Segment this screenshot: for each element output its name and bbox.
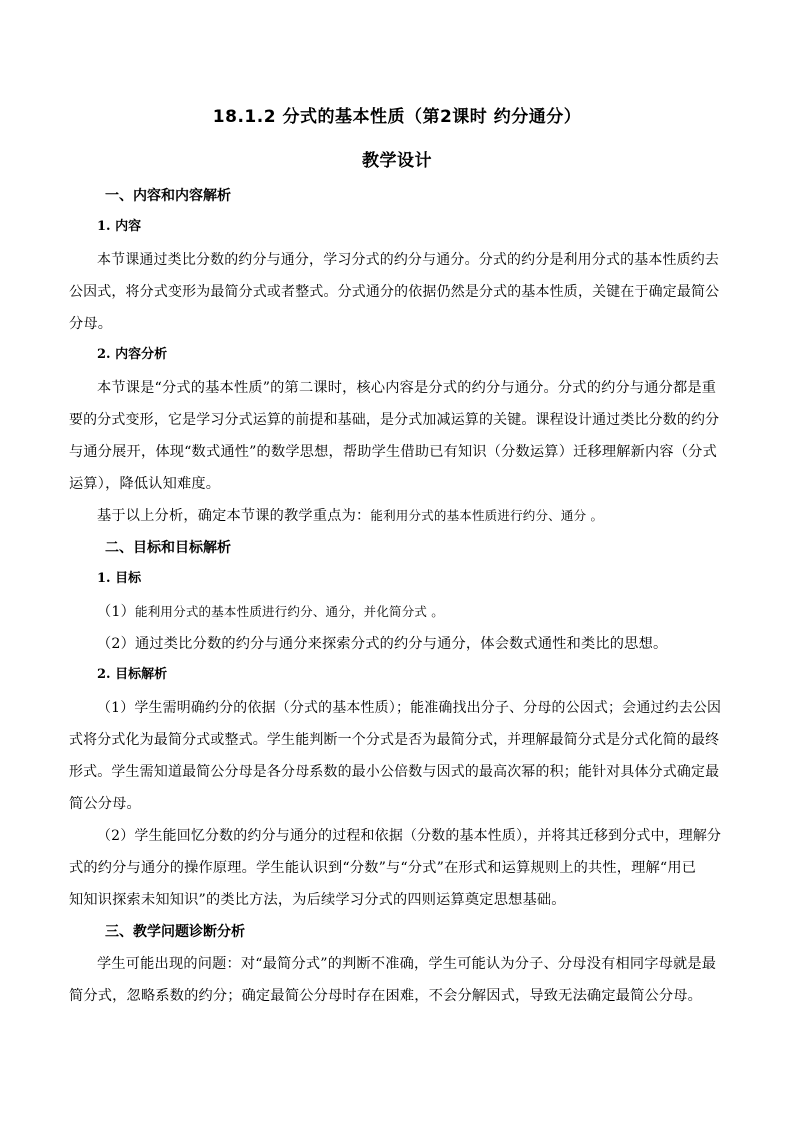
goal-text: 能利用分式的基本性质进行约分、通分，并化简分式 。 <box>135 604 444 619</box>
paragraph-line: 简分式，忽略系数的约分；确定最简公分母时存在困难，不会分解因式，导致无法确定最简公分母。 <box>69 988 703 1004</box>
paragraph-line: 本节课通过类比分数的约分与通分，学习分式的约分与通分。分式的约分是利用分式的基本性质约去 <box>97 252 720 268</box>
subheading-content: 1. 内容 <box>97 219 142 234</box>
paragraph-line: 学生可能出现的问题：对“最简分式”的判断不准确，学生可能认为分子、分母没有相同字母就是最 <box>97 956 717 972</box>
subheading-goals: 1. 目标 <box>97 571 142 586</box>
paragraph-line: 与通分展开，体现“数式通性”的数学思想，帮助学生借助已有知识（分数运算）迁移理解新内容（分式 <box>69 444 717 460</box>
document-title: 18.1.2 分式的基本性质（第2课时 约分通分） <box>212 107 582 127</box>
paragraph-line: 运算），降低认知难度。 <box>69 476 221 492</box>
subheading-content-analysis: 2. 内容分析 <box>97 347 168 362</box>
paragraph-line: （1）学生需明确约分的依据（分式的基本性质）；能准确找出分子、分母的公因式；会通过约去公因 <box>97 700 722 716</box>
paragraph-line: 分母。 <box>69 316 113 332</box>
section-heading-diagnosis: 三、教学问题诊断分析 <box>105 924 245 940</box>
section-heading-content: 一、内容和内容解析 <box>105 188 231 204</box>
key-point-text: 能利用分式的基本性质进行约分、通分 。 <box>370 508 604 523</box>
key-point-label: 基于以上分析，确定本节课的教学重点为： <box>97 508 371 524</box>
paragraph-line: 简公分母。 <box>69 796 141 812</box>
paragraph-line: 形式。学生需知道最简公分母是各分母系数的最小公倍数与因式的最高次幂的积；能针对具体分式确定最 <box>69 764 720 780</box>
paragraph-line: 本节课是“分式的基本性质”的第二课时，核心内容是分式的约分与通分。分式的约分与通分都是重 <box>97 380 717 396</box>
paragraph-line: 要的分式变形，它是学习分式运算的前提和基础，是分式加减运算的关键。课程设计通过类比分数的约分 <box>69 412 720 428</box>
paragraph-line: 公因式，将分式变形为最简分式或者整式。分式通分的依据仍然是分式的基本性质，关键在于确定最简公 <box>69 284 720 300</box>
document-subtitle: 教学设计 <box>362 151 432 171</box>
paragraph-line: 式将分式化为最简分式或整式。学生能判断一个分式是否为最简分式，并理解最简分式是分式化简的最终 <box>69 732 720 748</box>
goal-number: （1） <box>97 604 136 620</box>
paragraph-line: 知知识探索未知知识”的类比方法，为后续学习分式的四则运算奠定思想基础。 <box>69 892 566 908</box>
goal-item <box>97 602 444 622</box>
section-heading-goals: 二、目标和目标解析 <box>105 540 231 556</box>
goal-item: （2）通过类比分数的约分与通分来探索分式的约分与通分，体会数式通性和类比的思想。 <box>97 636 668 652</box>
subheading-goal-analysis: 2. 目标解析 <box>97 667 168 682</box>
paragraph-line: （2）学生能回忆分数的约分与通分的过程和依据（分数的基本性质），并将其迁移到分式中，理解分 <box>97 828 722 844</box>
paragraph-line: 式的约分与通分的操作原理。学生能认识到“分数”与“分式”在形式和运算规则上的共性，理解“用已 <box>69 860 697 876</box>
paragraph-line <box>97 506 603 526</box>
